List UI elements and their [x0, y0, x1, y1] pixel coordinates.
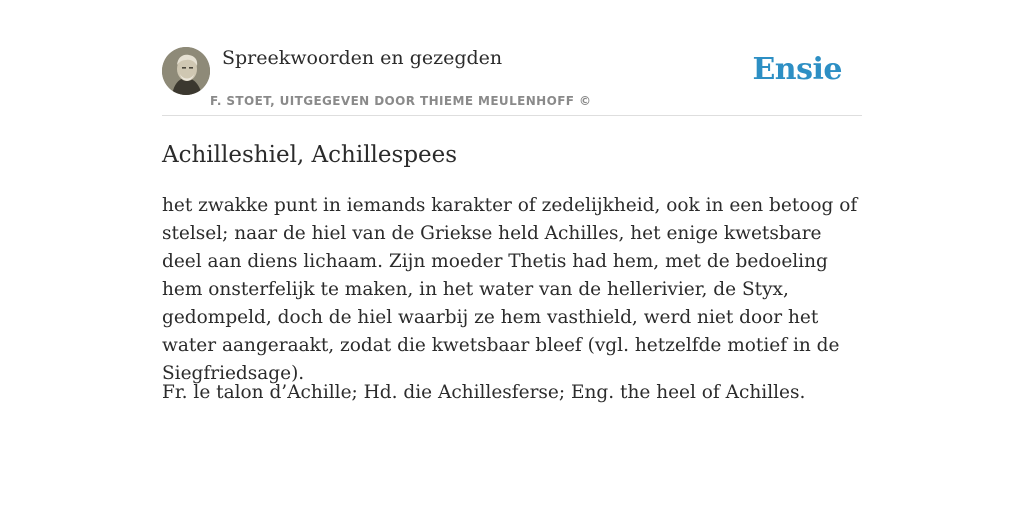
entry-term: Achilleshiel, Achillespees	[162, 142, 458, 168]
author-portrait-icon[interactable]	[162, 47, 210, 95]
entry-page	[162, 0, 862, 403]
book-credit: F. STOET, UITGEGEVEN DOOR THIEME MEULENHOFF ©	[210, 94, 592, 108]
source-header	[162, 0, 862, 116]
portrait-graphic	[162, 47, 210, 95]
entry-translations: Fr. le talon d’Achille; Hd. die Achillesferse; Eng. the heel of Achilles.	[162, 382, 806, 403]
book-title[interactable]: Spreekwoorden en gezegden	[222, 47, 503, 69]
ensie-logo[interactable]: Ensie	[752, 52, 842, 87]
entry-definition: het zwakke punt in iemands karakter of zedelijkheid, ook in een betoog of stelsel; naar de hiel van de Griekse held Achilles, het enige kwetsbare deel aan diens lichaam. Zijn moeder Thetis had hem, met de bedoeling hem onsterfelijk te maken, in het water van de hellerivier, de Styx, gedompeld, doch de hiel waarbij ze hem vasthield, werd niet door het water aangeraakt, zodat die kwetsbaar bleef (vgl. hetzelfde motief in de Siegfriedsage).	[162, 195, 858, 384]
